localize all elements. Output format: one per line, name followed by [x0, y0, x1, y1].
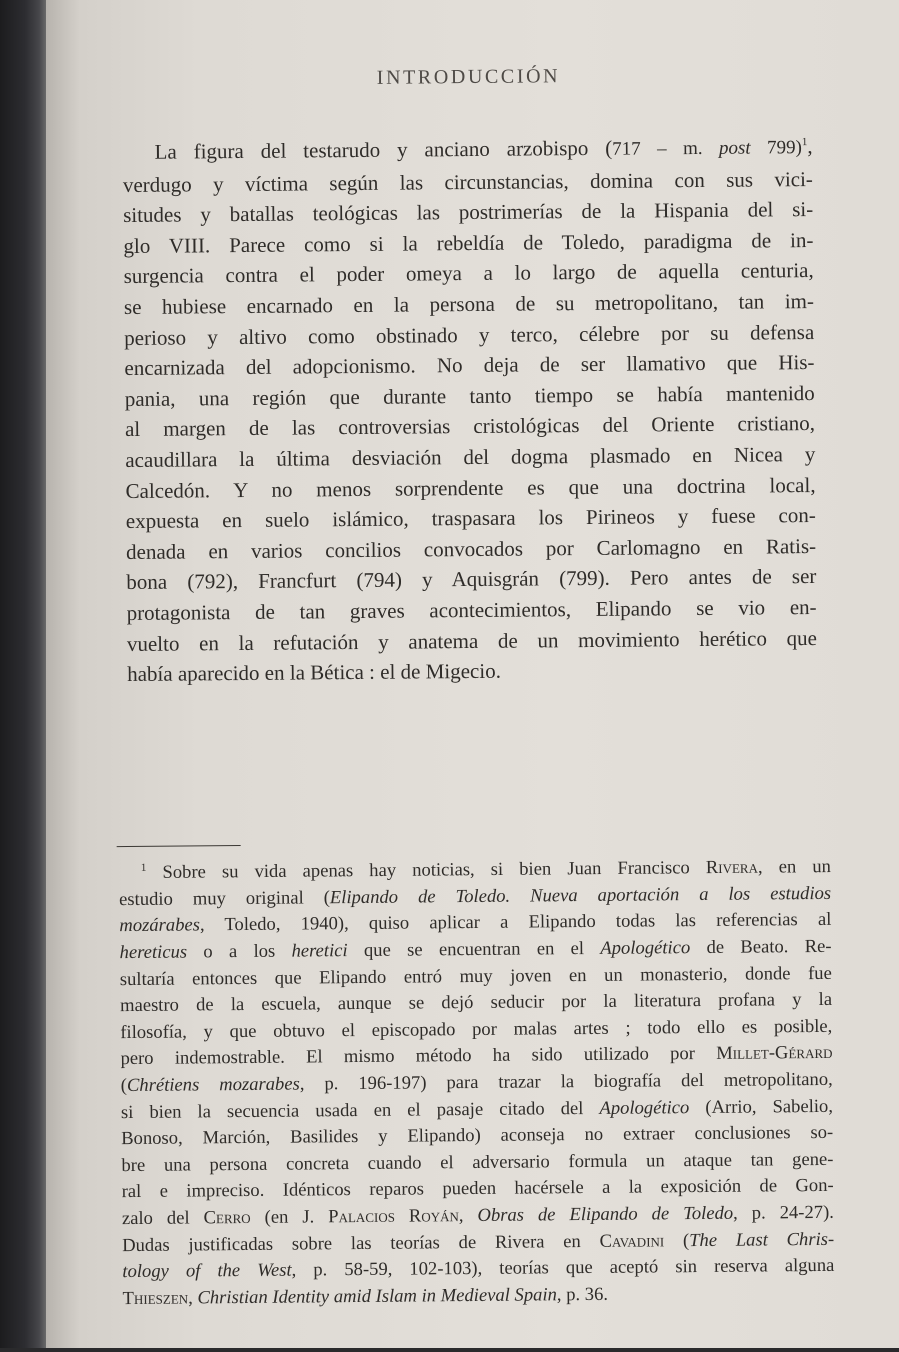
footnote-line: Dudas justificadas sobre las teorías de Rivera en Cavadini (The Last Chris- — [122, 1228, 835, 1256]
body-line: vuelto en la refutación y anatema de un movimiento herético que — [126, 625, 817, 656]
footnote-separator — [117, 845, 241, 847]
page-content — [41, 0, 899, 1352]
body-line: pania, una región que durante tanto tiempo se había mantenido — [124, 380, 815, 411]
footnote-line: maestro de la escuela, aunque se dejó seducir por la literatura profana y la — [119, 989, 833, 1017]
body-line: surgencia contra el poder omeya a lo largo de aquella centuria, — [123, 258, 814, 289]
body-line: Calcedón. Y no menos sorprendente es que una doctrina local, — [125, 472, 816, 503]
footnote-line: pero indemostrable. El mismo método ha sido utilizado por Millet-Gérard — [120, 1042, 833, 1070]
body-line: verdugo y víctima según las circunstancias, domina con sus vici- — [122, 166, 813, 197]
body-line: denada en varios concilios convocados por Carlomagno en Ratis- — [125, 533, 817, 564]
running-head: INTRODUCCIÓN — [376, 65, 561, 89]
body-line: expuesta en suelo islámico, traspasara los Pirineos y fuese con- — [125, 503, 816, 534]
footnote-line: estudio muy original (Elipando de Toledo. Nueva aportación a los estudios — [119, 882, 832, 910]
footnote-line: ral e impreciso. Idénticos reparos pueden hacérsele a la exposición de Gon- — [121, 1175, 834, 1203]
body-line: bona (792), Francfurt (794) y Aquisgrán (799). Pero antes de ser — [126, 564, 817, 595]
footnote-line: Bonoso, Marción, Basilides y Elipando) aconseja no extraer conclusiones so- — [121, 1122, 834, 1150]
footnote-line: mozárabes, Toledo, 1940), quiso aplicar a Elipando todas las referencias al — [119, 909, 832, 937]
body-line: encarnizada del adopcionismo. No deja de ser llamativo que His- — [124, 350, 815, 381]
body-line: protagonista de tan graves acontecimientos, Elipando se vio en- — [126, 594, 817, 625]
footnote-line-last: Thieszen, Christian Identity amid Islam in Medieval Spain, p. 36. — [122, 1283, 609, 1309]
footnote — [119, 849, 835, 1312]
body-line-last: había aparecido en la Bética : el de Migecio. — [127, 658, 502, 687]
main-paragraph — [122, 127, 817, 690]
body-line: perioso y altivo como obstinado y terco, célebre por su defensa — [124, 319, 815, 350]
body-line: glo VIII. Parece como si la rebeldía de Toledo, paradigma de in- — [123, 227, 814, 258]
footnote-line: filosofía, y que obtuvo el episcopado por malas artes ; todo ello es posible, — [120, 1015, 833, 1043]
book-page — [46, 0, 899, 1348]
footnote-number: 1 — [140, 861, 147, 874]
body-line: La figura del testarudo y anciano arzobispo (717 – m. post 799)$^1$, — [154, 134, 813, 164]
footnote-line: bre una persona concreta cuando el adversario formula un ataque tan gene- — [121, 1148, 834, 1176]
footnote-marker: 1 — [801, 136, 808, 149]
body-line: situdes y batallas teológicas las postrimerías de la Hispania del si- — [123, 197, 814, 228]
body-line: al margen de las controversias cristológicas del Oriente cristiano, — [124, 411, 816, 442]
footnote-line: sultaría entonces que Elipando entró muy joven en un monasterio, donde fue — [119, 962, 832, 990]
footnote-line: si bien la secuencia usada en el pasaje citado del Apologético (Arrio, Sabelio, — [120, 1095, 834, 1123]
footnote-line: (Chrétiens mozarabes, p. 196-197) para trazar la biografía del metropolitano, — [120, 1068, 833, 1097]
book-binding-shadow — [0, 0, 46, 1348]
footnote-line: zalo del Cerro (en J. Palacios Royán, Obras de Elipando de Toledo, p. 24-27). — [121, 1201, 834, 1229]
footnote-line: $^1$ Sobre su vida apenas hay noticias, si bien Juan Francisco Rivera, en un — [140, 856, 831, 884]
body-line: acaudillara la última desviación del dogma plasmado en Nicea y — [125, 441, 816, 472]
footnote-line: tology of the West, p. 58-59, 102-103), teorías que aceptó sin reserva alguna — [122, 1254, 835, 1283]
footnote-line: hereticus o a los heretici que se encuentran en el Apologético de Beato. Re- — [119, 935, 832, 964]
body-line: se hubiese encarnado en la persona de su metropolitano, tan im- — [123, 288, 815, 320]
